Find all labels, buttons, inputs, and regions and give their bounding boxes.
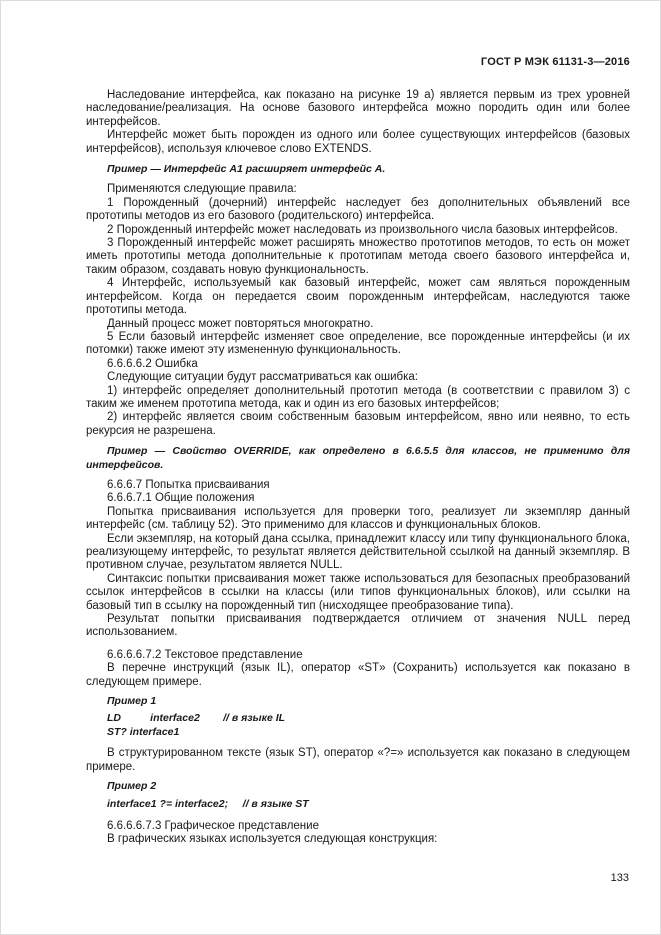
paragraph: interface1 ?= interface2; // в языке ST: [107, 797, 309, 810]
paragraph: 6.6.6.7.1 Общие положения: [107, 492, 255, 505]
paragraph: 2) интерфейс является своим собственным базовым интерфейсом, явно или неявно, то есть рекурсия не разрешена.: [86, 411, 630, 437]
paragraph: Данный процесс может повторяться многократно.: [107, 317, 374, 330]
paragraph: 4 Интерфейс, используемый как базовый интерфейс, может сам являться порожденным интерфейсом. Когда он передается своим порожденным интерфейсам, наследуются также прототипы метода.: [86, 277, 630, 317]
paragraph: Наследование интерфейса, как показано на рисунке 19 а) является первым из трех уровней наследование/реализация. На основе базового интерфейса можно породить один или более интерфейсов.: [86, 89, 630, 128]
paragraph: В графических языках используется следующая конструкция:: [107, 833, 438, 846]
paragraph: 1 Порожденный (дочерний) интерфейс наследует без дополнительных объявлений все прототипы методов из его базового (родительского) интерфейса.: [86, 196, 630, 223]
paragraph: Пример — Свойство OVERRIDE, как определено в 6.6.5.5 для классов, не применимо для интерфейсов.: [86, 445, 630, 471]
paragraph: Результат попытки присваивания подтверждается отличием от значения NULL перед использованием.: [86, 613, 630, 639]
paragraph: Если экземпляр, на который дана ссылка, принадлежит классу или типу функционального блока, реализующему интерфейс, то результат является действительной ссылкой на данный экземпляр. В противном случае, результатом является NULL.: [86, 532, 630, 572]
paragraph: Пример 2: [107, 780, 157, 793]
paragraph: 6.6.6.6.7.3 Графическое представление: [107, 819, 319, 832]
paragraph: Попытка присваивания используется для проверки того, реализует ли экземпляр данный интерфейс (см. таблицу 52). Это применимо для классов и функциональных блоков.: [86, 505, 630, 532]
paragraph: В структурированном тексте (язык ST), оператор «?=» используется как показано в следующем примере.: [86, 747, 630, 773]
paragraph: Синтаксис попытки присваивания может также использоваться для безопасных преобразований ссылок интерфейсов в ссылки на классы (или типов функциональных блоков), или ссылки на базовый тип в ссылку на порожденный тип (нисходящее преобразование типа).: [86, 572, 630, 612]
paragraph: 6.6.6.7 Попытка присваивания: [107, 478, 270, 491]
paragraph: Применяются следующие правила:: [107, 183, 297, 196]
paragraph: Пример — Интерфейс А1 расширяет интерфейс А.: [107, 163, 386, 176]
paragraph: 6.6.6.6.7.2 Текстовое представление: [107, 648, 303, 661]
paragraph: 2 Порожденный интерфейс может наследовать из произвольного числа базовых интерфейсов.: [107, 223, 618, 236]
page-number: 133: [610, 872, 629, 884]
content: [86, 89, 630, 847]
paragraph: Следующие ситуации будут рассматриваться как ошибка:: [107, 371, 418, 384]
paragraph: 3 Порожденный интерфейс может расширять множество прототипов методов, то есть он может иметь прототипы метода дополнительные к прототипам метода своего базового интерфейса и, таким образом, создавать новую функциональность.: [86, 237, 630, 276]
paragraph: 6.6.6.6.2 Ошибка: [107, 357, 198, 370]
document-header-title: ГОСТ Р МЭК 61131-3—2016: [480, 56, 630, 68]
paragraph: ST? interface1: [107, 725, 180, 738]
paragraph: Интерфейс может быть порожден из одного или более существующих интерфейсов (базовых интерфейсов), используя ключевое слово EXTENDS.: [86, 129, 630, 155]
paragraph: 5 Если базовый интерфейс изменяет свое определение, все порожденные интерфейсы (и их потомки) также имеют эту измененную функциональность.: [86, 330, 630, 357]
paragraph: Пример 1: [107, 695, 157, 708]
paragraph: В перечне инструкций (язык IL), оператор «ST» (Сохранить) используется как показано в следующем примере.: [86, 662, 630, 688]
paragraph: 1) интерфейс определяет дополнительный прототип метода (в соответствии с правилом 3) с таким же именем прототипа метода, как и один из его базовых интерфейсов;: [86, 384, 630, 410]
paragraph: LD interface2 // в языке IL: [107, 712, 286, 725]
